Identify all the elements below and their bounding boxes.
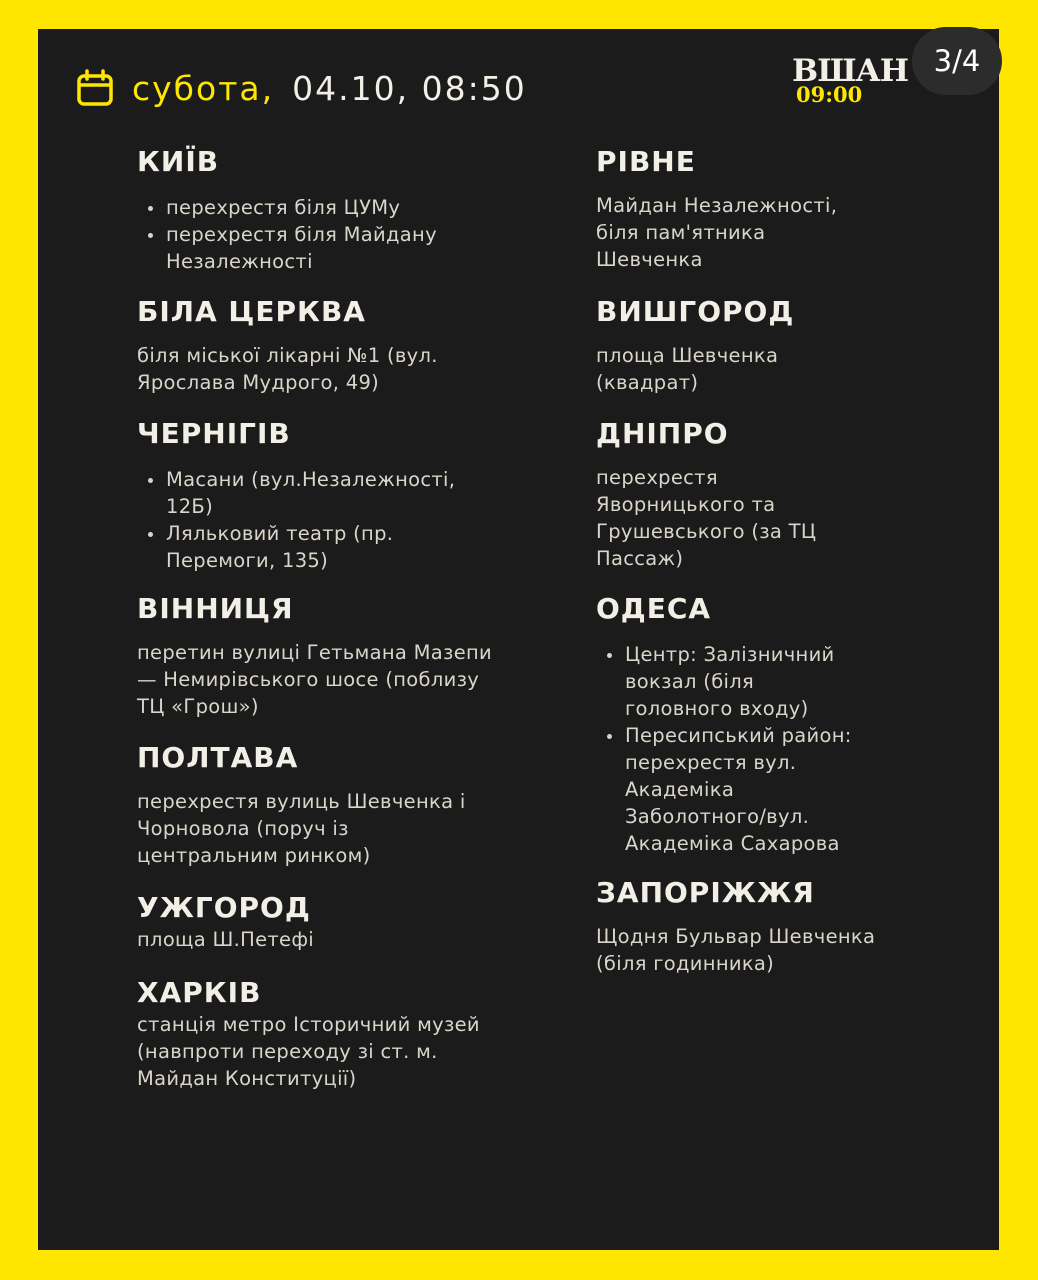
location-text: Майдан Незалежності, біля пам'ятника Шевченка xyxy=(596,194,838,271)
location-list xyxy=(596,641,886,857)
city-block-zaporizhzhia xyxy=(596,871,896,977)
location-text: площа Шевченка (квадрат) xyxy=(596,344,779,394)
city-block-vinnytsia xyxy=(137,587,507,720)
city-block-uzhhorod xyxy=(137,886,477,953)
list-item: Центр: Залізничний вокзал (біля головного входу) xyxy=(596,641,845,722)
list-item: Пересипський район: перехрестя вул. Академіка Заболотного/вул. Академіка Сахарова xyxy=(596,722,875,857)
city-block-bila-tserkva xyxy=(137,290,457,396)
location-text: станція метро Історичний музей (навпроти переходу зі ст. м. Майдан Конституції) xyxy=(137,1013,480,1090)
location-list xyxy=(137,466,477,574)
city-title: ВІННИЦЯ xyxy=(137,592,294,625)
city-block-poltava xyxy=(137,736,477,869)
location-text: перетин вулиці Гетьмана Мазепи — Немирівського шосе (поблизу ТЦ «Грош») xyxy=(137,641,493,718)
list-item: Масани (вул.Незалежності, 12Б) xyxy=(137,466,477,520)
logo-time: 09:00 xyxy=(796,82,863,107)
location-text: біля міської лікарні №1 (вул. Ярослава Мудрого, 49) xyxy=(137,344,438,394)
logo xyxy=(792,52,922,112)
date-header xyxy=(76,66,527,110)
city-block-odesa xyxy=(596,587,886,857)
city-block-vyshhorod xyxy=(596,290,816,396)
list-item: перехрестя біля Майдану Незалежності xyxy=(137,221,466,275)
date-time-label: 04.10, 08:50 xyxy=(292,68,527,108)
calendar-icon xyxy=(76,69,114,107)
city-title: ВИШГОРОД xyxy=(596,295,795,328)
list-item: Ляльковий театр (пр. Перемоги, 135) xyxy=(137,520,426,574)
city-title: ХАРКІВ xyxy=(137,976,262,1009)
city-title: ОДЕСА xyxy=(596,592,712,625)
city-title: ЗАПОРІЖЖЯ xyxy=(596,876,815,909)
city-title: УЖГОРОД xyxy=(137,891,311,924)
city-block-kharkiv xyxy=(137,971,497,1092)
city-title: БІЛА ЦЕРКВА xyxy=(137,295,366,328)
city-block-rivne xyxy=(596,140,866,273)
city-title: ДНІПРО xyxy=(596,417,729,450)
location-text: перехрестя вулиць Шевченка і Чорновола (поруч із центральним ринком) xyxy=(137,790,466,867)
list-item: перехрестя біля ЦУМу xyxy=(137,194,507,221)
page-indicator: 3/4 xyxy=(912,27,1002,95)
city-title: КИЇВ xyxy=(137,145,220,178)
city-block-dnipro xyxy=(596,412,856,572)
city-title: РІВНЕ xyxy=(596,145,696,178)
location-list xyxy=(137,194,507,275)
city-block-chernihiv xyxy=(137,412,477,574)
location-text: перехрестя Яворницького та Грушевського (за ТЦ Пассаж) xyxy=(596,466,817,570)
city-block-kyiv xyxy=(137,140,507,275)
location-text: Щодня Бульвар Шевченка (біля годинника) xyxy=(596,925,876,975)
city-title: ЧЕРНІГІВ xyxy=(137,417,291,450)
location-text: площа Ш.Петефі xyxy=(137,928,315,951)
logo-word: ВШАН xyxy=(792,53,909,89)
weekday-label: субота, xyxy=(132,68,275,108)
city-title: ПОЛТАВА xyxy=(137,741,299,774)
